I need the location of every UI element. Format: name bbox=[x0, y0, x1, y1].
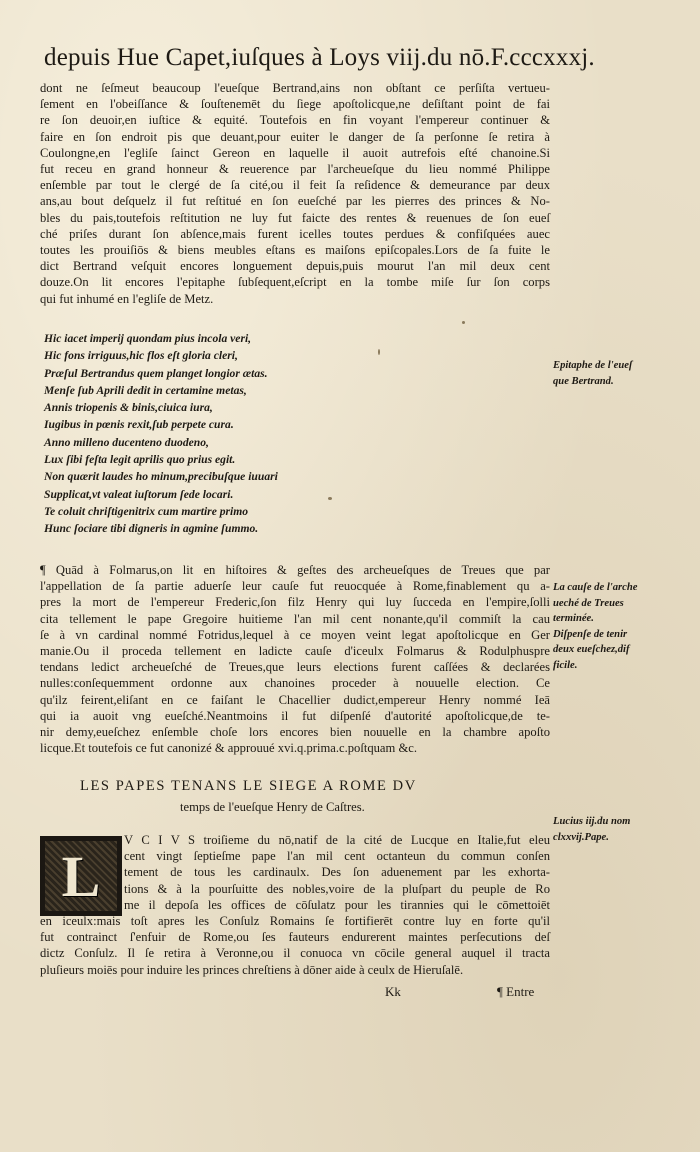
ink-speck bbox=[328, 497, 332, 500]
poem-line: Menſe ſub Aprili dedit in certamine metas, bbox=[44, 383, 247, 397]
text-line: l'appellation de ſa partie aduerſe leur cauſe fut reuocquée à Rome,finablement qu a- bbox=[40, 579, 550, 594]
text-line: ſement en l'obeiſſance & ſouſtenemēt du ſiege apoſtolicque,ne deſiſtant point de fai bbox=[40, 97, 550, 112]
text-line: fut receu en grand honneur & reuerence par l'archeueſque du lieu nommé Philippe bbox=[40, 162, 550, 177]
text-line: licque.Et toutefois ce fut canonizé & approuué xvi.q.prima.c.poſtquam &c. bbox=[40, 741, 417, 756]
poem-line: Hunc ſociare tibi digneris in agmine ſummo. bbox=[44, 522, 259, 536]
text-line: ans,au bout deſquelz il fut reſtitué en ſon eueſché par les pierres des princes & No- bbox=[40, 194, 550, 209]
text-line: ¶ Quād à Folmarus,on lit en hiſtoires & geſtes des archeueſques de Treues que par bbox=[40, 563, 550, 577]
text-line: dict Bertrand veſquit encores longuement depuis,puis mourut l'an mil deux cent bbox=[40, 259, 550, 274]
text-line: tions & à la pourſuitte des nobles,voire de la pluſpart du peuple de Ro bbox=[124, 881, 550, 896]
text-line: douze.On lit encores l'epitaphe ſubſequent,eſcript en la tombe miſe ſur ſon corps bbox=[40, 275, 550, 290]
folmarus-paragraph bbox=[40, 562, 550, 756]
catchword: ¶ Entre bbox=[497, 984, 535, 999]
text-line: en iceulx:mais toſt apres les Conſulz Romains ſe fortifierēt contre luy en forte qu'il bbox=[40, 914, 550, 929]
poem-line: Anno milleno ducenteno duodeno, bbox=[44, 435, 209, 449]
ink-speck bbox=[378, 349, 380, 355]
text-line: Coulongne,en l'egliſe ſainct Gereon en laquelle il auoit autrefois eſté chanoine.Si bbox=[40, 145, 550, 160]
text-line: qui ia auoit vng eueſché.Neantmoins il fut diſpenſé d'autorité apoſtolicque,de te- bbox=[40, 708, 550, 723]
poem-line: Supplicat,vt valeat iuſtorum ſede locari. bbox=[44, 487, 234, 501]
text-line: pres la mort de l'empereur Frederic,ſon filz Henry qui luy ſucceda en l'empire,ſolli bbox=[40, 595, 550, 610]
epitaph-poem bbox=[44, 330, 554, 538]
section-subtitle: temps de l'eueſque Henry de Caſtres. bbox=[180, 800, 365, 814]
poem-line: Iugibus in pœnis rexit,ſub perpete cura. bbox=[44, 418, 234, 432]
text-line: me il depoſa les offices de cōſulatz pour les tirannies qui le cōmettoiēt bbox=[124, 897, 550, 912]
margin-note-cause bbox=[553, 580, 693, 673]
note-line: ueché de Treues bbox=[553, 597, 624, 609]
margin-note-epitaph bbox=[553, 358, 693, 389]
text-line: ſe à vn cardinal nommé Fotridus,lequel à ce moyen veint legat apoſtolicque en Ger bbox=[40, 627, 550, 642]
initial-letter: L bbox=[45, 841, 117, 911]
text-line: dont ne ſeſmeut beaucoup l'eueſque Bertrand,ains non obſtant ce perſiſta vertueu- bbox=[40, 81, 550, 95]
lucius-paragraph bbox=[40, 832, 550, 978]
text-line: tement de tous les cardinaulx. Des ſon aduenement par les exhorta- bbox=[124, 865, 550, 880]
running-title: depuis Hue Capet,iuſques à Loys viij.du nō.F.cccxxxj. bbox=[44, 44, 595, 71]
note-line: terminée. bbox=[553, 613, 594, 624]
text-line: cita tellement le pape Gregoire huitieme l'an mil cent nonante,qu'il commiſt la cau bbox=[40, 611, 550, 626]
text-line: faire en ſon endroit pis que deuant,pour euiter le danger de ſa perſonne ſe retira à bbox=[40, 129, 550, 144]
poem-line: Præſul Bertrandus quem planget longior ætas. bbox=[44, 366, 268, 380]
text-line: toutes les prouiſiōs & biens meubles eſtans es maiſons epiſcopales.Lors de ſa fuite le bbox=[40, 243, 550, 258]
signature-mark: Kk bbox=[385, 984, 401, 999]
poem-line: Lux ſibi feſta legit aprilis quo prius egit. bbox=[44, 453, 236, 467]
text-line: fut contrainct ſ'enfuir de Rome,ou ſes fauteurs endurerent maintes perſecutions deſ bbox=[40, 930, 550, 945]
text-line: nir demy,eueſchez enſemble choſe lors encores bien nouuelle en la chambre apoſto bbox=[40, 725, 550, 740]
text-line: bles du pais,toutefois reſtitution ne luy fut faicte des rentes & reuenues de ſon eueſ bbox=[40, 210, 550, 225]
margin-note-lucius bbox=[553, 814, 693, 845]
note-line: deux eueſchez,dif bbox=[553, 644, 630, 655]
note-line: que Bertrand. bbox=[553, 375, 614, 387]
note-line: Epitaphe de l'eueſ bbox=[553, 360, 633, 371]
text-line: manie.Ou il proceda tellement en ladicte cauſe d'iceulx Folmarus & Rodulphuspre bbox=[40, 644, 550, 659]
section-title: LES PAPES TENANS LE SIEGE A ROME DV bbox=[80, 778, 417, 794]
text-line: pluſieurs moiēs pour induire les princes chreſtiens à dōner aide à ceulx de Hieruſalē. bbox=[40, 962, 464, 977]
text-line: re ſon deuoir,en iuſtice & equité. Toutefois en fin voyant l'empereur continuer & bbox=[40, 113, 550, 128]
poem-line: Annis triopenis & binis,ciuica iura, bbox=[44, 401, 213, 415]
poem-line: Hic iacet imperij quondam pius incola veri, bbox=[44, 332, 252, 345]
note-line: Diſpenſe de tenir bbox=[553, 628, 628, 640]
text-line: tendans ledict archeueſché de Treues,que leurs elections furent caſſées & declarées bbox=[40, 660, 550, 675]
text-line: dictz Conſulz. Il ſe retira à Veronne,ou il conuoca vn cōcile general auquel il tracta bbox=[40, 946, 550, 961]
ink-speck bbox=[462, 321, 465, 324]
note-line: La cauſe de l'arche bbox=[553, 582, 638, 593]
text-line: qui fut inhumé en l'egliſe de Metz. bbox=[40, 291, 214, 306]
poem-line: Hic fons irriguus,hic flos eſt gloria cleri, bbox=[44, 349, 238, 363]
text-line: qu'ilz feirent,eliſant en ce faiſant le Chacellier dudict,empereur Henry nommé Ieā bbox=[40, 692, 550, 707]
note-line: ficile. bbox=[553, 659, 578, 671]
note-line: clxxvij.Pape. bbox=[553, 831, 609, 843]
note-line: Lucius iij.du nom bbox=[553, 816, 631, 827]
text-line: nulles:conſequemment ordonne aux chanoines proceder à nouuelle election. Ce bbox=[40, 676, 550, 691]
intro-paragraph bbox=[40, 80, 550, 307]
text-line: cent vingt ſeptieſme pape l'an mil cent octanteun du commun conſen bbox=[124, 849, 550, 864]
text-line: enſemble par tout le clergé de ſa cité,ou il feit ſa reſidence & demeurance par deux bbox=[40, 178, 550, 193]
text-line: V C I V S troiſieme du nō,natif de la cité de Lucque en Italie,fut eleu bbox=[124, 833, 550, 847]
text-line: ché priſes durant ſon abſence,mais furent icelles toutes perdues & confiſquées auec bbox=[40, 226, 550, 241]
poem-line: Te coluit chriſtigenitrix cum martire primo bbox=[44, 504, 249, 518]
poem-line: Non quærit laudes ho minum,precibuſque iuuari bbox=[44, 470, 278, 484]
